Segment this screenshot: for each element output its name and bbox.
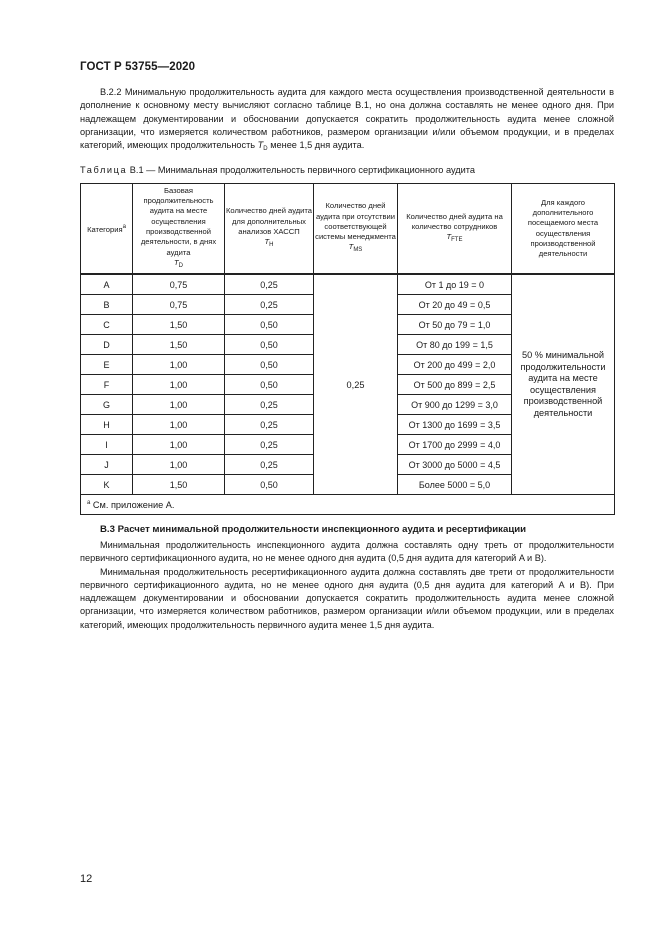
header-additional-site: Для каждого дополнительного посещаемого места осуществления производственной деятельности: [512, 184, 615, 275]
cell-base-duration: 0,75: [133, 295, 225, 315]
cell-employees: От 1700 до 2999 = 4,0: [398, 435, 512, 455]
cell-employees: От 1300 до 1699 = 3,5: [398, 415, 512, 435]
cell-employees: От 20 до 49 = 0,5: [398, 295, 512, 315]
cell-haccp: 0,50: [225, 475, 314, 495]
cell-category: D: [81, 335, 133, 355]
cell-employees: От 3000 до 5000 = 4,5: [398, 455, 512, 475]
cell-haccp: 0,50: [225, 355, 314, 375]
cell-employees: Более 5000 = 5,0: [398, 475, 512, 495]
audit-duration-table: [80, 183, 615, 515]
paragraph-b-2-2: В.2.2 Минимальную продолжительность аудита для каждого места осуществления производственной деятельности в дополнение к основному месту вычисляют согласно таблице В.1, но она должна составлять не менее одного дня. При надлежащем документировании и обосновании допускается сократить продолжительность аудита менее сложной организации, что измеряется количеством работников, размером организации и/или объемом продукции, и в пределах категорий, имеющих продолжительность $T_D$ менее 1,5 дня аудита.: [80, 87, 614, 153]
paragraph-b-2-2-text: В.2.2 Минимальную продолжительность аудита для каждого места осуществления производственной деятельности в дополнение к основному месту вычисляют согласно таблице В.1, но она должна составлять не менее одного дня. При надлежащем документировании и обосновании допускается сократить продолжительность аудита менее сложной организации, что измеряется количеством работников, размером организации и/или объемом продукции, и в пределах категорий, имеющих продолжительность: [80, 87, 614, 151]
header-management-system: Количество дней аудита при отсутствии соответствующей системы менеджмента $T_{MS}$: [314, 184, 398, 275]
cell-base-duration: 1,00: [133, 355, 225, 375]
cell-base-duration: 1,50: [133, 315, 225, 335]
cell-category: K: [81, 475, 133, 495]
cell-haccp: 0,25: [225, 395, 314, 415]
cell-employees: От 500 до 899 = 2,5: [398, 375, 512, 395]
cell-haccp: 0,25: [225, 435, 314, 455]
cell-base-duration: 1,50: [133, 475, 225, 495]
cell-base-duration: 1,00: [133, 455, 225, 475]
section-b3-paragraph-1: Минимальная продолжительность инспекционного аудита должна составлять одну треть от продолжительности первичного сертификационного аудита, но не менее одного дня аудита (0,5 дня аудита для категорий A и B).: [80, 540, 614, 564]
section-b3-title: В.3 Расчет минимальной продолжительности инспекционного аудита и ресертификации: [100, 524, 527, 535]
cell-haccp: 0,50: [225, 335, 314, 355]
cell-category: B: [81, 295, 133, 315]
cell-category: H: [81, 415, 133, 435]
cell-employees: От 200 до 499 = 2,0: [398, 355, 512, 375]
cell-haccp: 0,25: [225, 415, 314, 435]
header-category: Категория$^a$: [81, 184, 133, 275]
cell-employees: От 80 до 199 = 1,5: [398, 335, 512, 355]
cell-base-duration: 1,00: [133, 435, 225, 455]
cell-base-duration: 1,00: [133, 395, 225, 415]
cell-employees: От 50 до 79 = 1,0: [398, 315, 512, 335]
section-b3-paragraph-2: Минимальная продолжительность ресертификационного аудита должна составлять две трети от продолжительности первичного сертификационного аудита, но не менее одного дня аудита (0,5 дня аудита для категорий A и B). При надлежащем документировании и обосновании допускается сократить продолжительность аудита менее сложной организации, что измеряется количеством работников, размером организации и/или объемом продукции, или в пределах категорий, имеющих продолжительность первичного аудита менее 1,5 дня аудита.: [80, 566, 614, 630]
cell-base-duration: 1,00: [133, 415, 225, 435]
table-footnote-row: [81, 495, 615, 515]
table-footnote: $^a$ См. приложение А.: [81, 495, 615, 515]
cell-category: E: [81, 355, 133, 375]
cell-haccp: 0,25: [225, 455, 314, 475]
section-b3-body: [80, 539, 614, 632]
cell-base-duration: 1,00: [133, 375, 225, 395]
cell-employees: От 900 до 1299 = 3,0: [398, 395, 512, 415]
table-header-row: [81, 184, 615, 275]
table-row: [81, 274, 615, 295]
cell-haccp: 0,50: [225, 315, 314, 335]
cell-category: F: [81, 375, 133, 395]
table-caption: Таблица В.1 — Минимальная продолжительность первичного сертификационного аудита: [80, 165, 475, 175]
page-number: 12: [80, 873, 93, 885]
cell-additional-site: 50 % минимальной продолжительности аудита на месте осуществления производственной деятельности: [512, 274, 615, 495]
header-employees: Количество дней аудита на количество сотрудников $T_{FTE}$: [398, 184, 512, 275]
header-haccp: Количество дней аудита для дополнительных анализов ХАССП $T_H$: [225, 184, 314, 275]
document-header: ГОСТ Р 53755—2020: [80, 61, 196, 73]
header-base-duration: Базовая продолжительность аудита на месте осуществления производственной деятельности, в днях аудита $T_D$: [133, 184, 225, 275]
cell-employees: От 1 до 19 = 0: [398, 274, 512, 295]
cell-category: C: [81, 315, 133, 335]
cell-haccp: 0,25: [225, 295, 314, 315]
cell-base-duration: 1,50: [133, 335, 225, 355]
cell-category: J: [81, 455, 133, 475]
cell-management-system: 0,25: [314, 274, 398, 495]
cell-haccp: 0,25: [225, 274, 314, 295]
cell-haccp: 0,50: [225, 375, 314, 395]
cell-category: G: [81, 395, 133, 415]
cell-category: I: [81, 435, 133, 455]
cell-base-duration: 0,75: [133, 274, 225, 295]
cell-category: A: [81, 274, 133, 295]
